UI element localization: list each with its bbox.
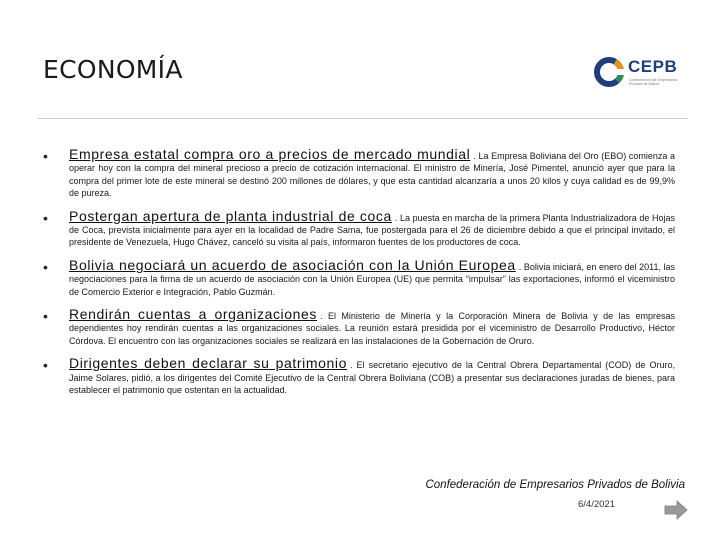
news-body: . La puesta en marcha de la primera Planta Industrializadora de Hojas de Coca, prevista inicialmente para ayer en la localidad de Padre Sama, fue postergada para el 26 de diciembre debido a que el principal invitado, el presidente de Venezuela, Hugo Chávez, canceló su visita al país, informaron fuentes de los productores de coca. (69, 212, 675, 248)
news-body: . El secretario ejecutivo de la Central Obrera Departamental (COD) de Oruro, Jaime Solares, pidió, a los dirigentes del Comité Ejecutivo de la Central Obrera Boliviana (COB) a presentar sus declaraciones juradas de bienes, para establecer el patrimonio que ostentan en la actualidad. (69, 360, 675, 396)
bullet-icon: • (43, 258, 48, 275)
news-headline: Bolivia negociará un acuerdo de asociación con la Unión Europea (69, 256, 516, 273)
news-item (43, 256, 675, 298)
news-body: . El Ministerio de Minería y la Corporación Minera de Bolivia y de las empresas dependientes hoy rendirán cuentas a las organizaciones sociales. La reunión estará presidida por el viceministro de Desarrollo Productivo, Héctor Córdova. El encuentro con las organizaciones sociales se realizará en las instalaciones de la Gobernación de Oruro. (69, 311, 675, 346)
news-headline: Rendirán cuentas a organizaciones (69, 306, 318, 323)
news-item (43, 207, 675, 249)
news-item (43, 308, 675, 347)
news-item (43, 357, 675, 396)
news-body: . Bolivia iniciará, en enero del 2011, las negociaciones para la firma de un acuerdo de asociación con la Unión Europea (UE) que permita “impulsar” las exportaciones, informó el viceministro de Comercio Exterior e Integración, Pablo Guzmán. (69, 261, 675, 297)
arrow-right-icon[interactable] (664, 500, 688, 520)
bullet-icon: • (43, 357, 48, 374)
news-paragraph (69, 148, 675, 200)
news-paragraph (69, 207, 675, 249)
logo-emblem-icon (593, 56, 625, 88)
news-headline: Dirigentes deben declarar su patrimonio (69, 355, 347, 372)
page-title: ECONOMÍA (43, 55, 183, 84)
cepb-logo (593, 56, 683, 90)
news-paragraph (69, 256, 675, 298)
footer-date: 6/4/2021 (578, 499, 615, 510)
news-item (43, 148, 675, 200)
logo-subtitle: Confederación de Empresarios Privados de Bolivia (629, 78, 678, 86)
news-list (43, 148, 675, 407)
news-body: . La Empresa Boliviana del Oro (EBO) comienza a operar hoy con la compra del mineral precioso a precio de cotización internacional. El ministro de Minería, José Pimentel, anunció ayer que para la compra del primer lote de este mineral se destinó 200 millones de dólares, y que esta cantidad alcanzaría a unos 20 kilos y cuya calidad es de 99,9% de pureza. (69, 151, 675, 199)
news-paragraph (69, 308, 675, 347)
news-headline: Empresa estatal compra oro a precios de mercado mundial (69, 146, 471, 162)
bullet-icon: • (43, 148, 48, 164)
news-headline: Postergan apertura de planta industrial de coca (69, 207, 392, 224)
news-paragraph (69, 357, 675, 396)
footer-organization: Confederación de Empresarios Privados de Bolivia (425, 479, 685, 491)
bullet-icon: • (43, 209, 48, 226)
title-divider (38, 118, 688, 119)
bullet-icon: • (43, 308, 48, 325)
logo-text: CEPB (628, 57, 678, 76)
